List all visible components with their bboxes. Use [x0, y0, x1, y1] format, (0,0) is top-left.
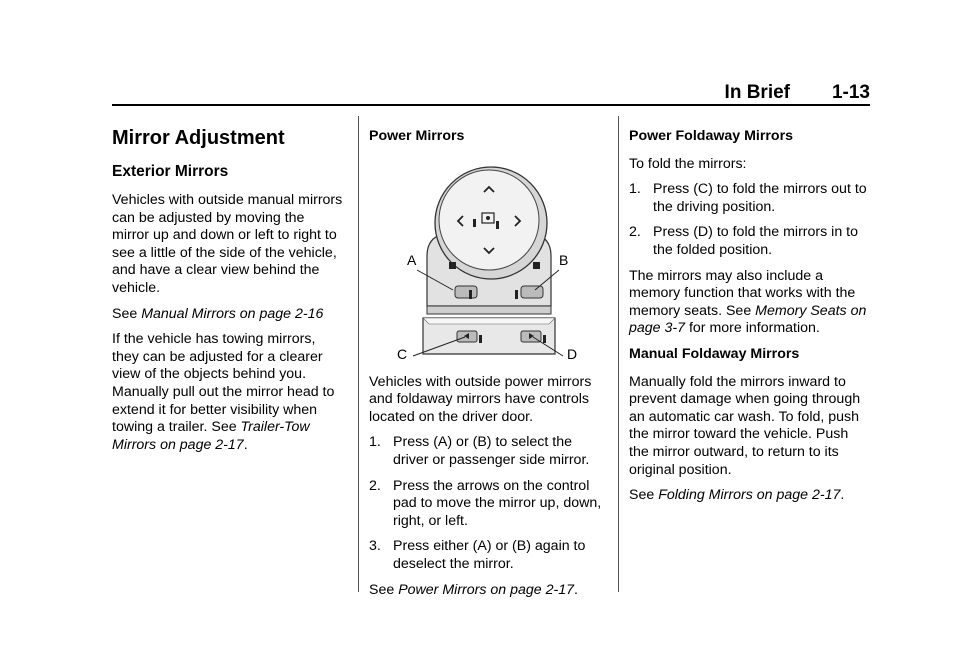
list-item: 1. Press (C) to fold the mirrors out to the driving position.: [629, 181, 867, 215]
column-divider: [358, 116, 359, 592]
see-reference: See Folding Mirrors on page 2-17.: [629, 487, 845, 504]
page-header: [112, 82, 870, 104]
column-right: [629, 120, 869, 513]
page-number: 1-13: [831, 82, 870, 103]
cross-reference-link[interactable]: Trailer-Tow Mirrors on page 2-17: [112, 419, 310, 453]
callout-d: D: [567, 345, 578, 362]
paragraph: To fold the mirrors:: [629, 155, 747, 172]
subsection-heading: Manual Foldaway Mirrors: [629, 345, 800, 362]
paragraph: If the vehicle has towing mirrors, they can be adjusted for a clearer view of the objects behind you. Manually pull out the mirror head to extend it for better visibility when towing a trailer. See Trailer-Tow Mirrors on page 2-17.: [112, 331, 335, 453]
list-item: 1. Press (A) or (B) to select the driver or passenger side mirror.: [369, 434, 590, 468]
paragraph: The mirrors may also include a memory function that works with the memory seats. See Memory Seats on page 3-7 for more information.: [629, 267, 867, 337]
see-reference: See Manual Mirrors on page 2-16: [112, 305, 324, 322]
mirror-control-illustration: [369, 156, 609, 364]
subsection-heading: Exterior Mirrors: [112, 163, 229, 180]
numbered-list: [629, 181, 869, 259]
section-title: In Brief: [724, 82, 790, 103]
column-middle: [369, 120, 609, 607]
callout-a: A: [407, 251, 417, 268]
subsection-heading: Power Mirrors: [369, 128, 465, 144]
column-left: [112, 120, 344, 462]
list-item: 2. Press the arrows on the control pad to move the mirror up, down, right, or left.: [369, 477, 602, 529]
header-rule: [112, 104, 870, 106]
list-item: 3. Press either (A) or (B) again to deselect the mirror.: [369, 538, 586, 572]
paragraph: Manually fold the mirrors inward to prevent damage when going through an automatic car wash. To fold, push the mirror toward the vehicle. Push the mirror outward, to return to its original position.: [629, 373, 861, 478]
mirror-control-figure: [369, 156, 609, 364]
callout-b: B: [559, 251, 569, 268]
column-divider: [618, 116, 619, 592]
callout-c: C: [397, 345, 408, 362]
numbered-list: [369, 434, 609, 573]
cross-reference-link[interactable]: Folding Mirrors on page 2-17: [658, 487, 841, 504]
section-heading: Mirror Adjustment: [112, 127, 285, 149]
cross-reference-link[interactable]: Manual Mirrors on page 2-16: [141, 305, 324, 322]
cross-reference-link[interactable]: Memory Seats on page 3-7: [629, 302, 867, 337]
see-reference: See Power Mirrors on page 2-17.: [369, 581, 578, 598]
paragraph: Vehicles with outside manual mirrors can be adjusted by moving the mirror up and down or left to right to see a little of the side of the vehicle, and have a clear view behind the vehicle.: [112, 192, 343, 296]
list-item: 2. Press (D) to fold the mirrors in to the folded position.: [629, 224, 858, 258]
paragraph: Vehicles with outside power mirrors and foldaway mirrors have controls located on the driver door.: [369, 373, 592, 425]
cross-reference-link[interactable]: Power Mirrors on page 2-17: [398, 581, 575, 598]
subsection-heading: Power Foldaway Mirrors: [629, 128, 793, 144]
